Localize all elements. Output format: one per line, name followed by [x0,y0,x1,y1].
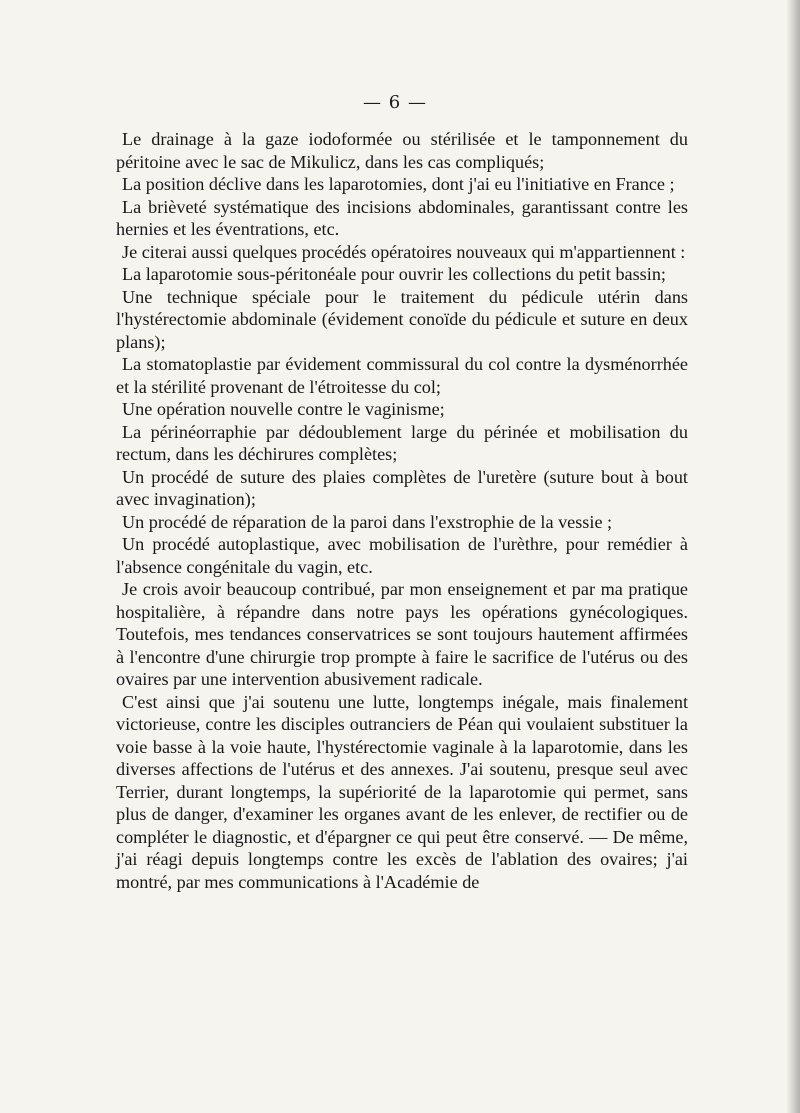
list-item: Une technique spéciale pour le traitement du pédicule utérin dans l'hystérectomie abdominale (évidement conoïde du pédicule et suture en deux plans); [116,286,688,352]
list-item: La périnéorraphie par dédoublement large du périnée et mobilisation du rectum, dans les déchirures complètes; [116,421,688,464]
body-text [116,128,688,893]
list-item: La position déclive dans les laparotomies, dont j'ai eu l'initiative en France ; [122,174,675,194]
list-item: Un procédé autoplastique, avec mobilisation de l'urèthre, pour remédier à l'absence congénitale du vagin, etc. [116,534,688,577]
list-item: Un procédé de réparation de la paroi dans l'exstrophie de la vessie ; [122,511,613,532]
list-item: La brièveté systématique des incisions abdominales, garantissant contre les hernies et les éventrations, etc. [116,196,688,239]
paragraph: Je crois avoir beaucoup contribué, par mon enseignement et par ma pratique hospitalière, à répandre dans notre pays les opérations gynécologiques. Toutefois, mes tendances conservatrices se sont toujours hautement affirmées à l'encontre d'une chirurgie trop prompte à faire le sacrifice de l'utérus ou des ovaires par une intervention abusivement radicale. [116,579,688,689]
list-item: La laparotomie sous-péritonéale pour ouvrir les collections du petit bassin; [122,264,666,284]
page-number: — 6 — [363,92,427,113]
list-item: Une opération nouvelle contre le vaginisme; [122,399,445,419]
page-edge-shadow [786,0,800,1113]
paragraph: C'est ainsi que j'ai soutenu une lutte, longtemps inégale, mais finalement victorieuse, contre les disciples outranciers de Péan qui voulaient substituer la voie basse à la voie haute, l'hystérectomie vaginale à la laparotomie, dans les diverses affections de l'utérus et des annexes. J'ai soutenu, presque seul avec Terrier, durant longtemps, la supériorité de la laparotomie qui permet, sans plus de danger, d'examiner les organes avant de les enlever, de rectifier ou de compléter le diagnostic, et d'épargner ce qui peut être conservé. — De même, j'ai réagi depuis longtemps contre les excès de l'ablation des ovaires; j'ai montré, par mes communications à l'Académie de [116,691,688,892]
paragraph-intro: Je citerai aussi quelques procédés opératoires nouveaux qui m'appartiennent : [122,241,686,262]
list-item: Le drainage à la gaze iodoformée ou stérilisée et le tamponnement du péritoine avec le sac de Mikulicz, dans les cas compliqués; [116,129,688,172]
list-item: La stomatoplastie par évidement commissural du col contre la dysménorrhée et la stérilité provenant de l'étroitesse du col; [116,354,688,397]
list-item: Un procédé de suture des plaies complètes de l'uretère (suture bout à bout avec invagination); [116,466,688,509]
